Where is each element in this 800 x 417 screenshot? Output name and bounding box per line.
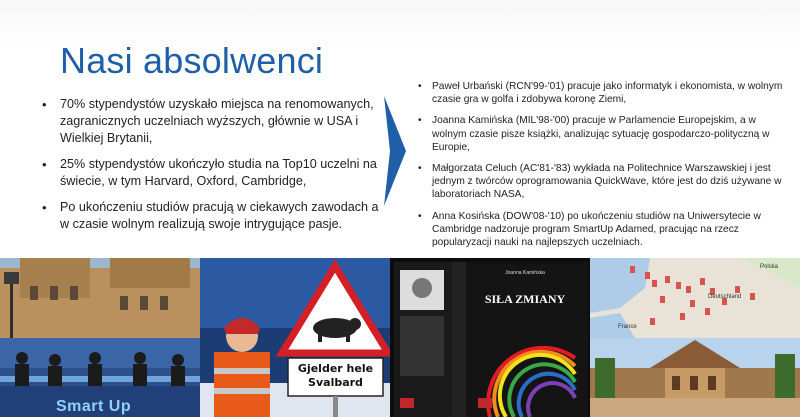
- left-bullet-list: [40, 96, 380, 242]
- right-bullet-item: [416, 114, 786, 154]
- bullet-icon: •: [418, 81, 422, 92]
- sign-line-1: Gjelder hele: [297, 362, 374, 375]
- bullet-icon: •: [42, 97, 47, 112]
- right-bullet-item: [416, 210, 786, 250]
- photo-map-and-campus: [590, 258, 800, 417]
- map-label-france: France: [618, 324, 637, 330]
- bullet-icon: •: [418, 115, 422, 127]
- photo-strip: [0, 258, 800, 417]
- right-bullet-text: Małgorzata Celuch (AC'81-'83) wykłada na Politechnice Warszawskiej i jest jednym z twórców oprogramowania QuickWave, które jest do dziś używane w laboratoriach NASA,: [432, 163, 782, 201]
- left-bullet-text: 70% stypendystów uzyskało miejsca na renomowanych, zagranicznych uczelniach wyższych, głównie w USA i Wielkiej Brytanii,: [60, 97, 374, 145]
- left-bullet-item: [40, 199, 380, 233]
- book-author: Joanna Kamińska: [505, 270, 545, 276]
- bullet-icon: •: [418, 163, 422, 175]
- right-bullet-list: [416, 80, 786, 257]
- map-label-germany: Deutschland: [708, 294, 742, 300]
- book-title: SIŁA ZMIANY: [484, 292, 566, 306]
- left-bullet-text: Po ukończeniu studiów pracują w ciekawych zawodach a w czasie wolnym realizują swoje intrygujące pasje.: [60, 200, 379, 231]
- photo-book-cover: [390, 258, 590, 417]
- stage-logo-text: Smart Up: [56, 398, 132, 415]
- right-bullet-text: Anna Kosińska (DOW'08-'10) po ukończeniu studiów na Uniwersytecie w Cambridge nadzoruje program SmartUp Adamed, pracując na rzecz popularyzacji nauki na najlepszych uczelniach.: [432, 210, 761, 249]
- right-bullet-item: [416, 162, 786, 202]
- right-bullet-text: Joanna Kamińska (MIL'98-'00) pracuje w Parlamencie Europejskim, a w wolnym czasie pisze książki, analizując sytuację gospodarczo-polityczną w Europie,: [432, 115, 770, 153]
- left-bullet-item: [40, 156, 380, 190]
- right-bullet-text: Paweł Urbański (RCN'99-'01) pracuje jako informatyk i ekonomista, w wolnym czasie gra w golfa i zdobywa koronę Ziemi,: [432, 81, 783, 106]
- sign-line-2: Svalbard: [308, 376, 363, 389]
- map-label-poland: Polska: [760, 264, 779, 270]
- left-bullet-text: 25% stypendystów ukończyło studia na Top10 uczelni na świecie, w tym Harvard, Oxford, Cambridge,: [60, 157, 377, 188]
- photo-university-and-stage: [0, 258, 200, 417]
- slide-title: Nasi absolwenci: [60, 40, 324, 81]
- photo-svalbard: [200, 258, 390, 417]
- bullet-icon: •: [42, 200, 47, 215]
- bullet-icon: •: [418, 210, 422, 222]
- bullet-icon: •: [42, 157, 47, 172]
- left-bullet-item: [40, 96, 380, 147]
- chevron-right-icon: [384, 96, 406, 206]
- right-bullet-item: [416, 80, 786, 106]
